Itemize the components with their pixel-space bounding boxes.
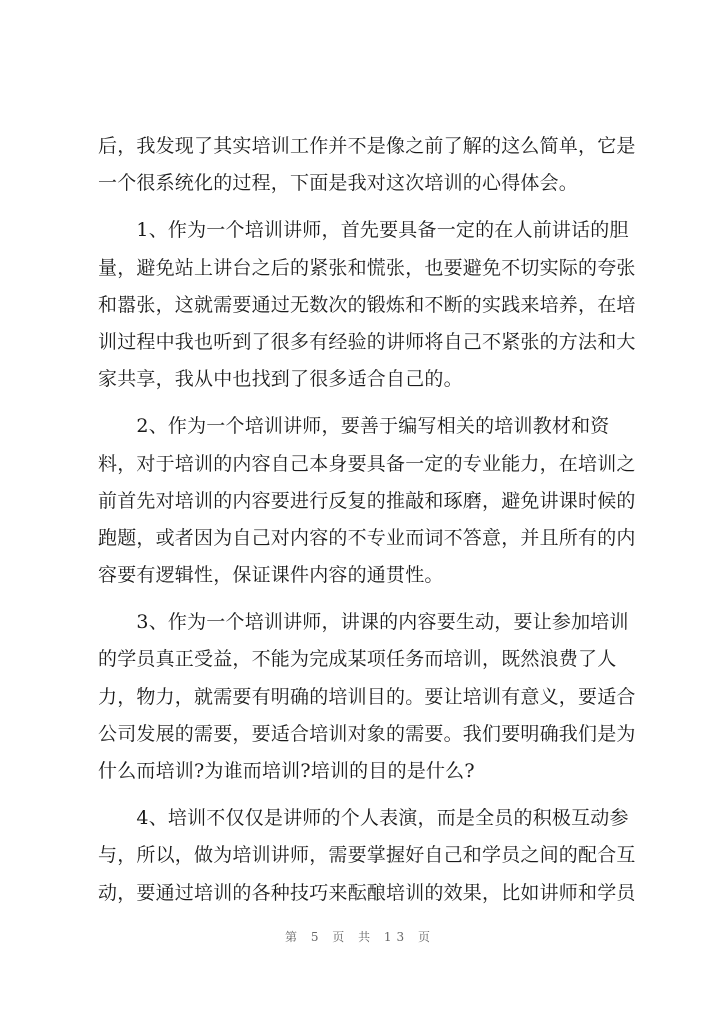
paragraph-continuation — [98, 128, 638, 202]
text-line: 什么而培训?为谁而培训?培训的目的是什么? — [98, 760, 475, 782]
text-line: 力，物力，就需要有明确的培训目的。要让培训有意义，要适合 — [98, 685, 636, 708]
text-line: 1、作为一个培训讲师，首先要具备一定的在人前讲话的胆 — [98, 219, 629, 242]
page-number-footer: 第 5 页 共 13 页 — [285, 930, 435, 944]
paragraph-point-1 — [98, 212, 638, 398]
body-text — [98, 128, 638, 912]
text-line: 家共享，我从中也找到了很多适合自己的。 — [98, 368, 463, 391]
text-line: 跑题，或者因为自己对内容的不专业而词不答意，并且所有的内 — [98, 526, 636, 549]
text-line: 前首先对培训的内容要进行反复的推敲和琢磨，避免讲课时候的 — [98, 489, 636, 512]
paragraph-point-3 — [98, 604, 638, 790]
text-line: 一个很系统化的过程，下面是我对这次培训的心得体会。 — [98, 172, 579, 195]
paragraph-point-2 — [98, 408, 638, 594]
text-line: 的学员真正受益，不能为完成某项任务而培训，既然浪费了人 — [98, 648, 617, 671]
text-line: 和嚣张，这就需要通过无数次的锻炼和不断的实践来培养，在培 — [98, 293, 636, 316]
text-line: 与，所以，做为培训讲师，需要掌握好自己和学员之间的配合互 — [98, 844, 636, 867]
text-line: 量，避免站上讲台之后的紧张和慌张，也要避免不切实际的夸张 — [98, 256, 636, 279]
paragraph-point-4 — [98, 800, 638, 912]
text-line: 后，我发现了其实培训工作并不是像之前了解的这么简单，它是 — [98, 135, 636, 157]
text-line: 动，要通过培训的各种技巧来酝酿培训的效果，比如讲师和学员 — [98, 881, 636, 904]
text-line: 料，对于培训的内容自己本身要具备一定的专业能力，在培训之 — [98, 452, 636, 475]
text-line: 训过程中我也听到了很多有经验的讲师将自己不紧张的方法和大 — [98, 330, 636, 353]
text-line: 2、作为一个培训讲师，要善于编写相关的培训教材和资 — [98, 415, 610, 438]
text-line: 4、培训不仅仅是讲师的个人表演，而是全员的积极互动参 — [98, 807, 629, 830]
text-line: 公司发展的需要，要适合培训对象的需要。我们要明确我们是为 — [98, 722, 636, 745]
text-line: 3、作为一个培训讲师，讲课的内容要生动，要让参加培训 — [98, 611, 629, 634]
text-line: 容要有逻辑性，保证课件内容的通贯性。 — [98, 564, 444, 587]
